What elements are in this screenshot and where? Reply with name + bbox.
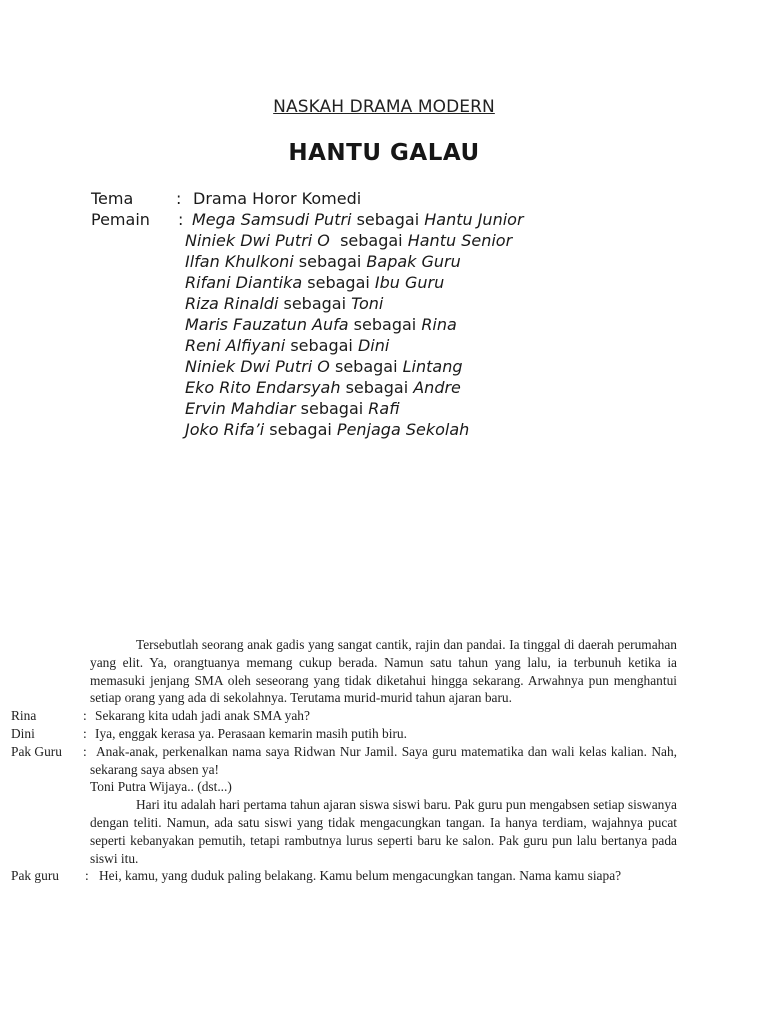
roll-call-line: Toni Putra Wijaya.. (dst...) (90, 779, 232, 795)
theme-label: Tema (91, 189, 134, 208)
character-role: Hantu Senior (407, 231, 513, 250)
actor-name: Ervin Mahdiar (185, 399, 296, 418)
theme-colon: : (176, 189, 182, 208)
cast-member (185, 272, 444, 293)
speaker-colon: : (83, 743, 87, 759)
character-role: Toni (351, 294, 384, 313)
character-role: Dini (357, 336, 390, 355)
cast-colon: : (178, 210, 184, 229)
actor-name: Riza Rinaldi (185, 294, 279, 313)
speaker-name: Dini (11, 725, 35, 741)
actor-name: Maris Fauzatun Aufa (185, 315, 349, 334)
dialogue-line (11, 867, 677, 885)
dialogue-line (11, 725, 677, 743)
character-role: Ibu Guru (374, 273, 445, 292)
dialogue-text (90, 743, 677, 779)
speaker-name: Pak Guru (11, 743, 62, 759)
speaker-colon: : (83, 708, 87, 724)
cast-connector: sebagai (300, 399, 364, 418)
cast-connector: sebagai (340, 231, 403, 250)
character-role: Lintang (402, 357, 463, 376)
speaker-name: Rina (11, 708, 37, 724)
actor-name: Eko Rito Endarsyah (185, 378, 341, 397)
character-role: Hantu Junior (424, 210, 524, 229)
theme-value: Drama Horor Komedi (193, 189, 362, 208)
character-role: Rina (421, 315, 457, 334)
cast-connector: sebagai (335, 357, 398, 376)
actor-name: Reni Alfiyani (185, 336, 286, 355)
dialogue-text: Sekarang kita udah jadi anak SMA yah? (95, 708, 310, 724)
narration-paragraph: Hari itu adalah hari pertama tahun ajaran siswa siswi baru. Pak guru pun mengabsen setiap siswanya dengan teliti. Namun, ada satu siswi yang tidak mengacungkan tangan. Ia hanya terdiam, wajahnya pucat seperti kebanyakan pemutih, tetapi rambutnya lurus seperti baru ke salon. Pak guru pun lalu bertanya pada siswi itu. (90, 797, 677, 866)
cast-label: Pemain (91, 210, 150, 229)
script-body (11, 636, 677, 885)
cast-connector: sebagai (290, 336, 353, 355)
cast-connector: sebagai (353, 315, 417, 334)
cast-member (185, 377, 461, 398)
dialogue-text (90, 867, 677, 885)
dialogue-text-content: Hei, kamu, yang duduk paling belakang. Kamu belum mengacungkan tangan. Nama kamu siapa? (99, 868, 622, 884)
document-subtitle: NASKAH DRAMA MODERN (273, 97, 495, 117)
cast-member (185, 293, 383, 314)
actor-name: Ilfan Khulkoni (185, 252, 294, 271)
actor-name: Rifani Diantika (185, 273, 303, 292)
character-role: Rafi (368, 399, 400, 418)
cast-connector: sebagai (298, 252, 362, 271)
speaker-name: Pak guru (11, 868, 59, 884)
dialogue-line (11, 707, 677, 725)
actor-name: Niniek Dwi Putri O (185, 357, 330, 376)
document-title: HANTU GALAU (288, 140, 480, 166)
cast-member (185, 356, 463, 377)
character-role: Andre (413, 378, 461, 397)
cast-connector: sebagai (356, 210, 420, 229)
actor-name: Niniek Dwi Putri O (185, 231, 335, 250)
actor-name: Mega Samsudi Putri (192, 210, 352, 229)
dialogue-text: Iya, enggak kerasa ya. Perasaan kemarin masih putih biru. (95, 725, 407, 741)
cast-connector: sebagai (283, 294, 347, 313)
cast-connector: sebagai (307, 273, 370, 292)
cast-member (185, 398, 400, 419)
cast-member (185, 419, 469, 440)
speaker-colon: : (83, 725, 87, 741)
dialogue-line (11, 743, 677, 779)
narration-paragraph: Tersebutlah seorang anak gadis yang sangat cantik, rajin dan pandai. Ia tinggal di daerah perumahan yang elit. Ya, orangtuanya memang cukup berada. Namun satu tahun yang lalu, ia terbunuh ketika ia memasuki jenjang SMA oleh seseorang yang tidak diketahui hingga sekarang. Arwahnya pun menghantui setiap orang yang ada di sekolahnya. Terutama murid-murid tahun ajaran baru. (90, 637, 677, 706)
cast-member (185, 230, 512, 251)
cast-connector: sebagai (345, 378, 409, 397)
speaker-colon: : (85, 868, 89, 884)
cast-member (185, 314, 457, 335)
cast-member (192, 209, 524, 230)
cast-connector: sebagai (269, 420, 332, 439)
cast-member (185, 251, 461, 272)
character-role: Penjaga Sekolah (336, 420, 470, 439)
dialogue-text-content: Anak-anak, perkenalkan nama saya Ridwan Nur Jamil. Saya guru matematika dan wali kelas kalian. Nah, sekarang saya absen ya! (90, 743, 677, 777)
cast-member (185, 335, 389, 356)
character-role: Bapak Guru (366, 252, 461, 271)
actor-name: Joko Rifa’i (185, 420, 265, 439)
